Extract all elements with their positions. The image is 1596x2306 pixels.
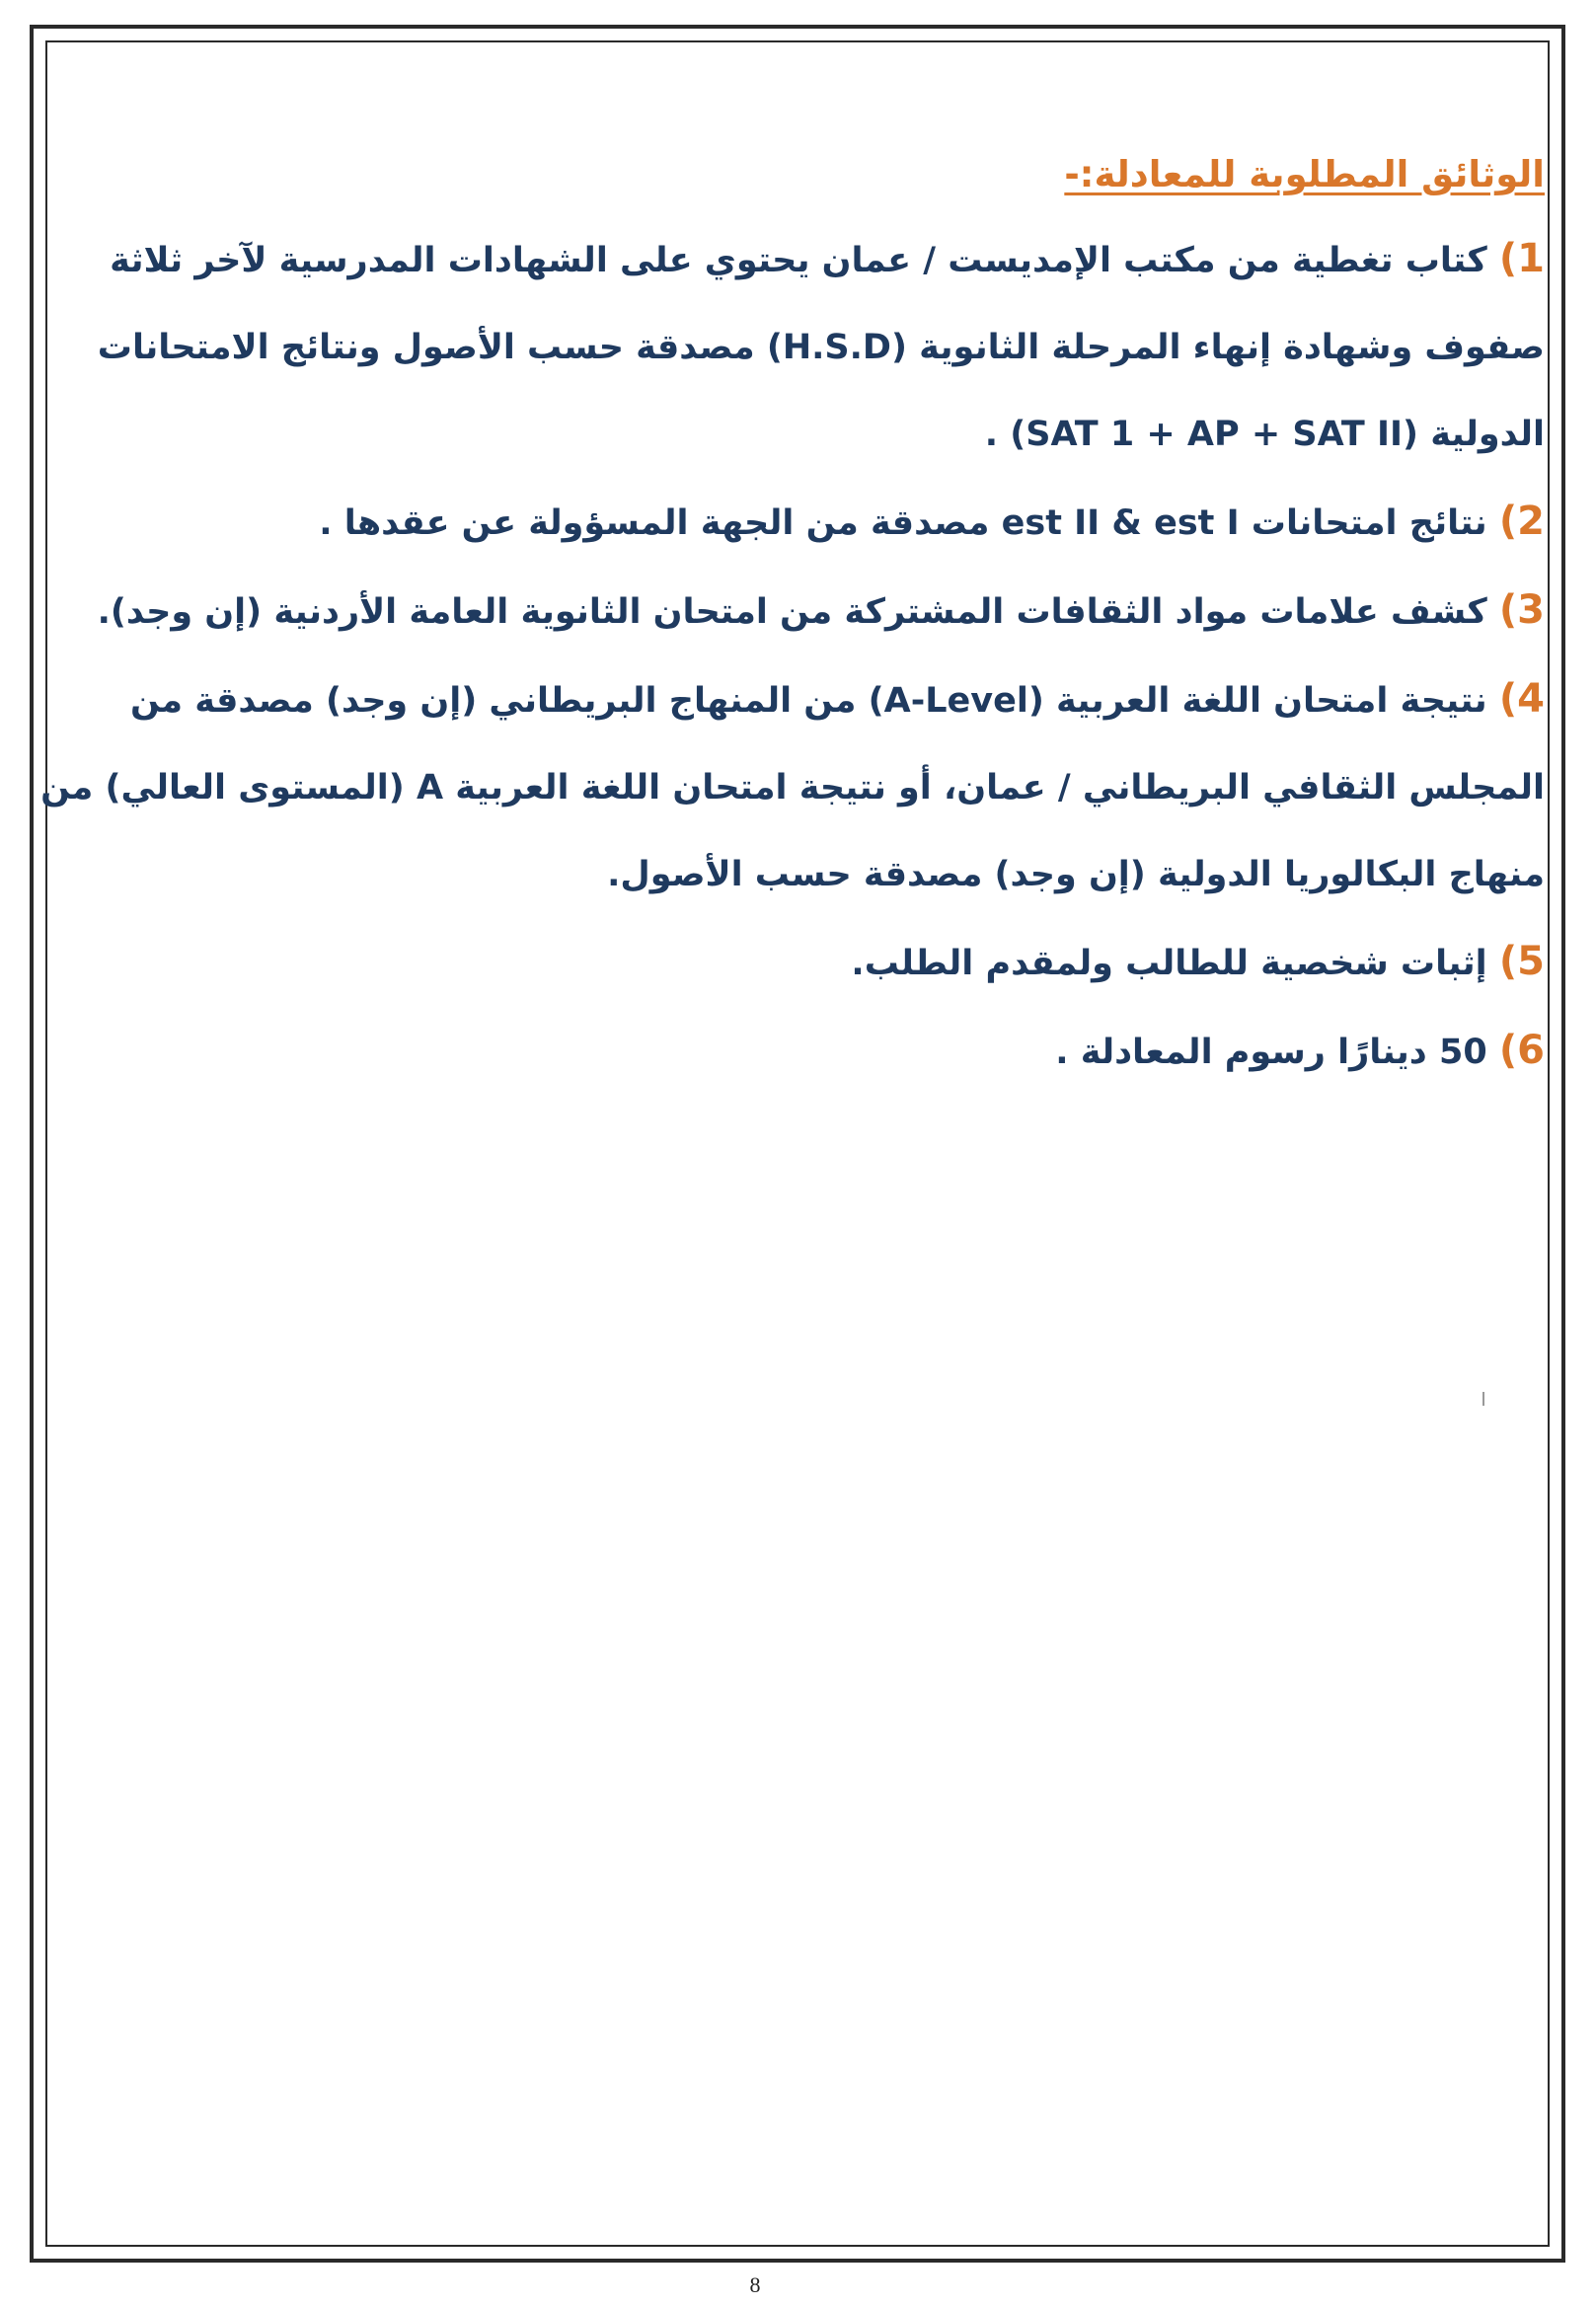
item-number: 4)	[1498, 676, 1545, 722]
list-item	[28, 215, 1545, 478]
page-number: 8	[749, 2272, 761, 2297]
item-text: كتاب تغطية من مكتب الإمديست / عمان يحتوي على الشهادات المدرسية لآخر ثلاثة صفوف وشهادة إنهاء المرحلة الثانوية (H.S.D) مصدقة حسب الأصول ونتائج الامتحانات الدولية (SAT 1 + AP + SAT II) .	[97, 241, 1545, 454]
item-text: نتيجة امتحان اللغة العربية (A-Level) من المنهاج البريطاني (إن وجد) مصدقة من المجلس الثقافي البريطاني / عمان، أو نتيجة امتحان اللغة العربية A (المستوى العالي) من منهاج البكالوريا الدولية (إن وجد) مصدقة حسب الأصول.	[40, 681, 1545, 894]
item-text: نتائج امتحانات est II & est I مصدقة من الجهة المسؤولة عن عقدها .	[319, 503, 1487, 543]
item-number: 1)	[1498, 236, 1545, 281]
item-text: كشف علامات مواد الثقافات المشتركة من امتحان الثانوية العامة الأردنية (إن وجد).	[97, 592, 1487, 632]
section-heading-text: الوثائق المطلوبة للمعادلة:-	[1064, 153, 1545, 195]
list-item	[28, 655, 1545, 918]
item-number: 5)	[1498, 939, 1545, 984]
document-content	[28, 146, 1545, 1096]
list-item	[28, 478, 1545, 567]
list-item	[28, 918, 1545, 1007]
item-text: 50 دينارًا رسوم المعادلة .	[1055, 1033, 1487, 1072]
item-number: 3)	[1498, 587, 1545, 633]
item-text: إثبات شخصية للطالب ولمقدم الطلب.	[851, 944, 1487, 983]
item-number: 2)	[1498, 499, 1545, 544]
item-number: 6)	[1498, 1028, 1545, 1073]
scan-mark	[1482, 1392, 1484, 1406]
list-item	[28, 567, 1545, 655]
required-documents-list	[28, 215, 1545, 1096]
section-heading	[28, 146, 1545, 203]
list-item	[28, 1007, 1545, 1096]
